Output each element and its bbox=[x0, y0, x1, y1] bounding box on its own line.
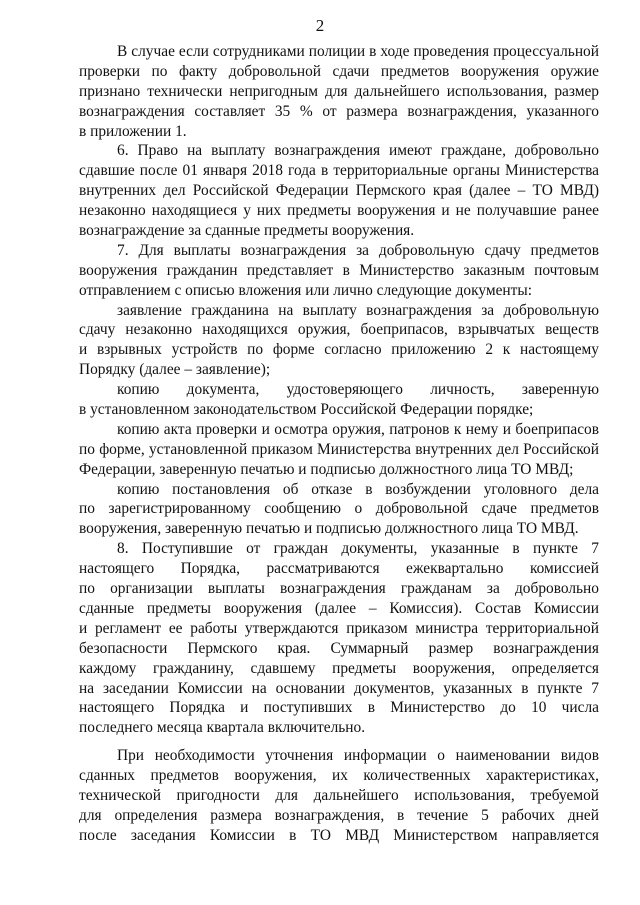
text-line: вознаграждение за сданные предметы вооружения. bbox=[79, 222, 415, 240]
text-line: по зарегистрированному сообщению о добровольной сдаче предметов bbox=[79, 500, 599, 518]
text-line: 8. Поступившие от граждан документы, указанные в пункте 7 bbox=[117, 540, 599, 558]
text-line: внутренних дел Российской Федерации Пермского края (далее – ТО МВД) bbox=[79, 182, 599, 200]
paragraph-clause-7 bbox=[79, 241, 599, 301]
text-line: безопасности Пермского края. Суммарный размер вознаграждения bbox=[79, 639, 599, 657]
paragraph-clause-6 bbox=[79, 141, 599, 240]
text-line: сдавшие после 01 января 2018 года в территориальные органы Министерства bbox=[79, 162, 599, 180]
text-line: Федерации, заверенную печатью и подписью должностного лица ТО МВД; bbox=[79, 460, 574, 478]
text-line: Порядку (далее – заявление); bbox=[79, 361, 271, 379]
text-line: незаконно находящиеся у них предметы вооружения и не получавшие ранее bbox=[79, 202, 599, 220]
paragraph-refusal-copy bbox=[79, 480, 599, 540]
text-line: для определения размера вознаграждения, в течение 5 рабочих дней bbox=[79, 806, 599, 824]
text-line: последнего месяца квартала включительно. bbox=[79, 719, 366, 737]
text-line: вооружения, заверенную печатью и подписью должностного лица ТО МВД. bbox=[79, 520, 579, 538]
text-line: 7. Для выплаты вознаграждения за добровольную сдачу предметов bbox=[117, 241, 599, 259]
paragraph-clause-8 bbox=[79, 539, 599, 738]
text-line: проверки по факту добровольной сдачи предметов вооружения оружие bbox=[79, 62, 599, 80]
text-line: технической пригодности для дальнейшего использования, требуемой bbox=[79, 786, 599, 804]
text-line: каждому гражданину, сдавшему предметы вооружения, определяется bbox=[79, 659, 599, 677]
text-line: настоящего Порядка и поступивших в Министерство до 10 числа bbox=[79, 699, 599, 717]
paragraph-inspection-act bbox=[79, 420, 599, 480]
text-line: копию постановления об отказе в возбуждении уголовного дела bbox=[117, 480, 599, 498]
text-line: При необходимости уточнения информации о наименовании видов bbox=[117, 747, 599, 765]
text-line: отправлением с описью вложения или лично следующие документы: bbox=[79, 281, 533, 299]
document-body bbox=[79, 42, 599, 846]
text-line: в установленном законодательством Российской Федерации порядке; bbox=[79, 401, 534, 419]
text-line: сдачу незаконно находящихся оружия, боеприпасов, взрывчатых веществ bbox=[79, 321, 599, 339]
text-line: и регламент ее работы утверждаются приказом министра территориальной bbox=[79, 619, 599, 637]
text-line: сданных предметов вооружения, их количественных характеристиках, bbox=[79, 767, 599, 785]
text-line: копию документа, удостоверяющего личность, заверенную bbox=[117, 381, 599, 399]
text-line: в приложении 1. bbox=[79, 122, 187, 140]
text-line: по форме, установленной приказом Министерства внутренних дел Российской bbox=[79, 440, 599, 458]
text-line: 6. Право на выплату вознаграждения имеют граждане, добровольно bbox=[117, 142, 599, 160]
paragraph-application bbox=[79, 301, 599, 381]
text-line: вооружения гражданин представляет в Министерство заказным почтовым bbox=[79, 261, 599, 279]
text-line: сданные предметы вооружения (далее – Комиссия). Состав Комиссии bbox=[79, 599, 599, 617]
text-line: настоящего Порядка, рассматриваются ежеквартально комиссией bbox=[79, 560, 599, 578]
text-line: заявление гражданина на выплату вознаграждения за добровольную bbox=[117, 301, 599, 319]
text-line: копию акта проверки и осмотра оружия, патронов к нему и боеприпасов bbox=[117, 420, 599, 438]
paragraph-id-copy bbox=[79, 380, 599, 420]
text-line: по организации выплаты вознаграждения гражданам за добровольно bbox=[79, 580, 599, 598]
text-line: вознаграждения составляет 35 % от размера вознаграждения, указанного bbox=[79, 102, 599, 120]
text-line: признано технически непригодным для дальнейшего использования, размер bbox=[79, 82, 599, 100]
text-line: и взрывных устройств по форме согласно приложению 2 к настоящему bbox=[79, 341, 599, 359]
text-line: после заседания Комиссии в ТО МВД Министерством направляется bbox=[79, 826, 599, 844]
text-line: В случае если сотрудниками полиции в ходе проведения процессуальной bbox=[117, 43, 599, 60]
paragraph-weapon-unfit bbox=[79, 42, 599, 141]
page-number: 2 bbox=[315, 16, 325, 35]
text-line: на заседании Комиссии на основании документов, указанных в пункте 7 bbox=[79, 679, 599, 697]
paragraph-clarification bbox=[79, 746, 599, 845]
